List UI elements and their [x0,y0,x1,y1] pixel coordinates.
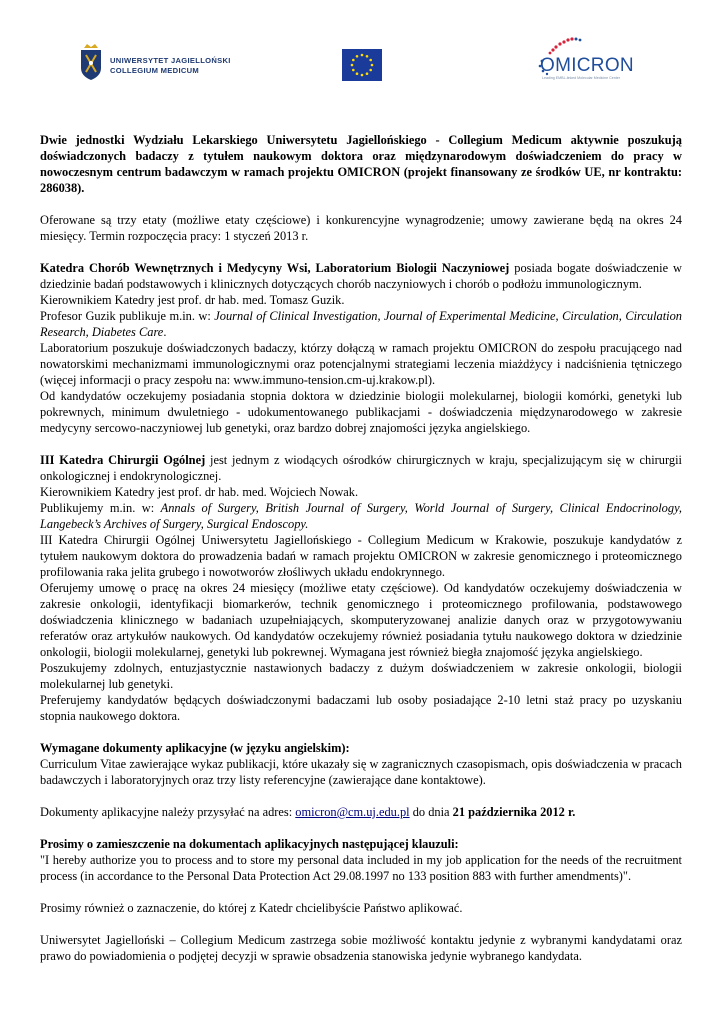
document-body [40,132,682,964]
katedra1-pub-suffix: . [163,325,167,339]
submission-deadline: 21 października 2012 r. [452,805,576,819]
katedra2-publications [40,500,682,532]
clause-heading: Prosimy o zamieszczenie na dokumentach aplikacyjnych następującej klauzuli: [40,837,459,851]
katedra2-description [40,452,682,484]
uj-cm-logo [78,42,238,86]
omicron-logo [524,31,636,87]
katedra2-head: Kierownikiem Katedry jest prof. dr hab. med. Wojciech Nowak. [40,485,359,499]
katedra1-pub-prefix: Profesor Guzik publikuje m.in. w: [40,309,215,323]
closing-reserve: Uniwersytet Jagielloński – Collegium Medicum zastrzega sobie możliwość kontaktu jedynie z wybranymi kandydatami oraz prawo do powiadomienia o podjętej decyzji w sprawie obsadzenia stanowiska jedynie wybranego kandydata. [40,933,682,963]
katedra1-lab: Laboratorium poszukuje doświadczonych badaczy, którzy dołączą w ramach projektu OMICRON do zespołu pracującego nad nowatorskimi mechanizmami immunologicznymi oraz potencjalnymi strategiami leczenia miażdżycy i nadciśnienia tętniczego (więcej informacji o pracy zespołu na: www.immuno-tension.cm-uj.krakow.pl). [40,341,682,387]
omicron-logo-text: OMICRON [540,55,634,76]
submission-line [40,804,682,820]
katedra2-name: III Katedra Chirurgii Ogólnej [40,453,206,467]
intro-paragraph: Dwie jednostki Wydziału Lekarskiego Uniwersytetu Jagiellońskiego - Collegium Medicum aktywnie poszukują doświadczonych badaczy z tytułem naukowym doktora oraz międzynarodowym doświadczeniem do pracy w nowoczesnym centrum badawczym w ramach projektu OMICRON (projekt finansowany ze środków UE, nr kontraktu: 286038). [40,133,682,195]
clause-text: "I hereby authorize you to process and to store my personal data included in my job application for the needs of the recruitment process (in accordance to the Personal Data Protection Act 29.08.1997 no 133 position 883 with further amendments)". [40,853,682,883]
katedra2-journals: Annals of Surgery, British Journal of Surgery, World Journal of Surgery, Clinical Endocrinology, Langebeck’s Archives of Surgery, Surgical Endoscopy. [40,501,682,531]
submission-middle: do dnia [409,805,453,819]
katedra2-search: III Katedra Chirurgii Ogólnej Uniwersytetu Jagiellońskiego - Collegium Medicum w Krakowie, poszukuje kandydatów z tytułem naukowym doktora do prowadzenia badań w ramach projektu OMICRON w zakresie genomicznego i proteomicznego profilowania raka jelita grubego i nowotworów złośliwych układu endokrynnego. [40,533,682,579]
documents-heading: Wymagane dokumenty aplikacyjne (w języku angielskim): [40,741,350,755]
katedra1-publications [40,308,682,340]
katedra2-prefer: Preferujemy kandydatów będących doświadczonymi badaczami lub osoby posiadające 2-10 letni staż pracy po uzyskaniu stopnia naukowego doktora. [40,693,682,723]
documents-text: Curriculum Vitae zawierające wykaz publikacji, które ukazały się w zagranicznych czasopismach, opis doświadczenia w pracach badawczych i laboratoryjnych oraz trzy listy referencyjne (zawierające dane kontaktowe). [40,757,682,787]
eu-flag-icon [342,49,382,81]
katedra1-journals: Journal of Clinical Investigation, Journal of Experimental Medicine, Circulation, Circulation Research, Diabetes Care [40,309,682,339]
katedra2-seek: Poszukujemy zdolnych, entuzjastycznie nastawionych badaczy z dużym doświadczeniem w zakresie onkologii, biologii molekularnej lub genetyki. [40,661,682,691]
offer-paragraph: Oferowane są trzy etaty (możliwe etaty częściowe) i konkurencyjne wynagrodzenie; umowy zawierane będą na okres 24 miesięcy. Termin rozpoczęcia pracy: 1 styczeń 2013 r. [40,213,682,243]
katedra2-offer: Oferujemy umowę o pracę na okres 24 miesięcy (możliwe etaty częściowe). Od kandydatów oczekujemy doświadczenia w zakresie onkologii, identyfikacji biomarkerów, technik genomicznego i proteomicznego profilowania, podstawowego doświadczenia klinicznego w badaniach uzupełniających, skomputeryzowanej analizie danych oraz w przygotowywaniu referatów oraz artykułów naukowych. Od kandydatów oczekujemy również posiadania tytułu naukowego doktora w dziedzinie onkologii, biologii molekularnej, genetyki lub pokrewnej. Wymagana jest również biegła znajomość języka angielskiego. [40,581,682,659]
katedra1-description-text: posiada bogate doświadczenie w dziedzinie badań podstawowych i klinicznych dotyczących chorób naczyniowych i chorób o podłożu immunologicznym. [40,261,682,291]
katedra1-name: Katedra Chorób Wewnętrznych i Medycyny Wsi, Laboratorium Biologii Naczyniowej [40,261,510,275]
katedra1-description [40,260,682,292]
katedra1-expectations: Od kandydatów oczekujemy posiadania stopnia doktora w dziedzinie biologii molekularnej, biologii komórki, genetyki lub pokrewnych, minimum dwuletniego - udokumentowanego publikacjami - doświadczenia międzynarodowego w zakresie medycyny sercowo-naczyniowej lub genetyki, oraz bardzo dobrej znajomości języka angielskiego. [40,389,682,435]
omicron-logo-tagline: Leading EMBL-linked Molecular Medicine Center [542,76,620,80]
katedra1-head: Kierownikiem Katedry jest prof. dr hab. med. Tomasz Guzik. [40,293,345,307]
uj-crest-icon [78,42,104,82]
email-link[interactable]: omicron@cm.uj.edu.pl [295,805,410,819]
katedra2-pub-prefix: Publikujemy m.in. w: [40,501,161,515]
submission-prefix: Dokumenty aplikacyjne należy przysyłać na adres: [40,805,296,819]
uj-logo-name: UNIWERSYTET JAGIELLOŃSKI [110,56,231,65]
closing-indicate: Prosimy również o zaznaczenie, do której z Katedr chcielibyście Państwo aplikować. [40,901,463,915]
uj-logo-subname: COLLEGIUM MEDICUM [110,66,200,75]
katedra2-description-text: jest jednym z wiodących ośrodków chirurgicznych w kraju, specjalizującym się w chirurgii onkologicznej i endokrynologicznej. [40,453,682,483]
